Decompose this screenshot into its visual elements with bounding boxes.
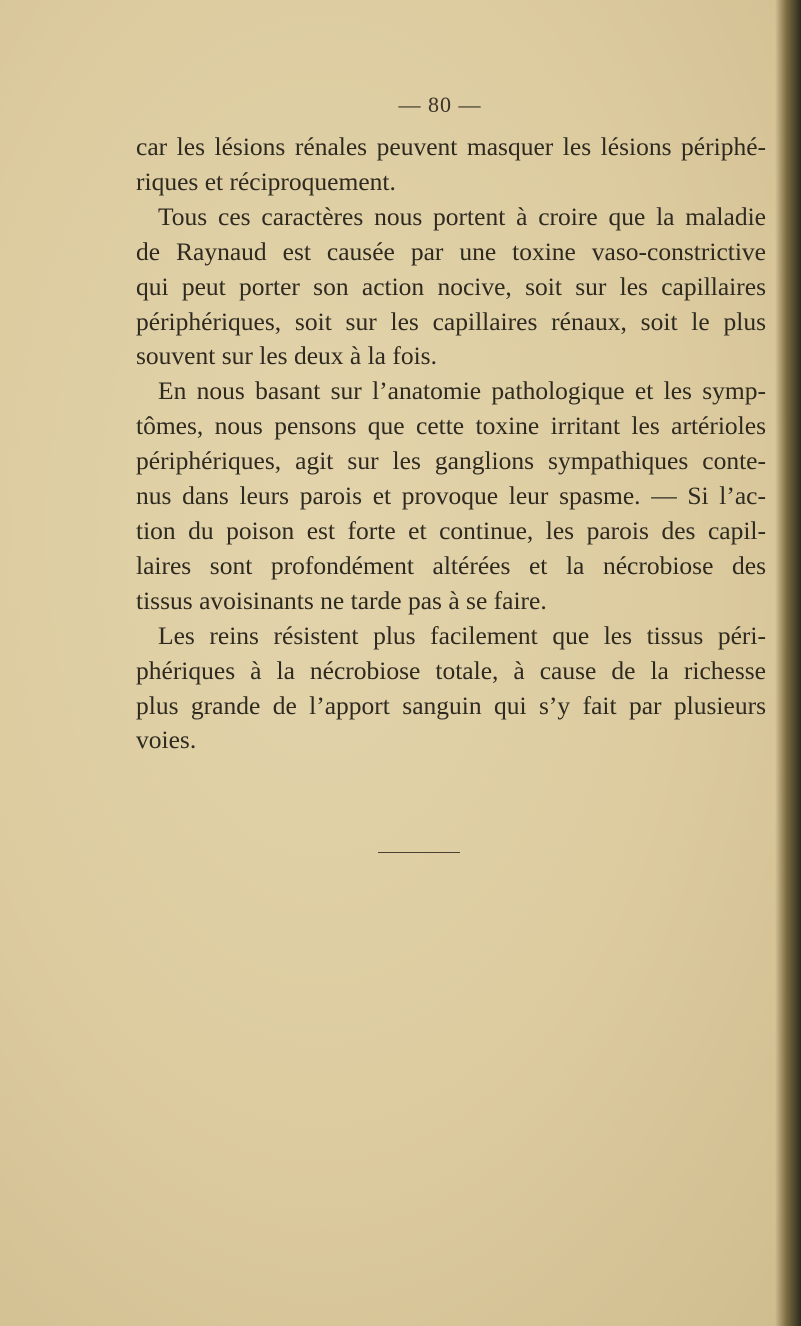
text-line: périphériques, agit sur les ganglions sympathiques conte- <box>136 446 766 476</box>
text-line: souvent sur les deux à la fois. <box>136 341 437 371</box>
page-number: — 80 — <box>398 92 482 117</box>
text-line: car les lésions rénales peuvent masquer les lésions périphé- <box>136 132 766 161</box>
text-line: riques et réciproquement. <box>136 166 396 196</box>
text-line: tion du poison est forte et continue, les parois des capil- <box>136 515 766 545</box>
text-line: qui peut porter son action nocive, soit sur les capillaires <box>136 271 766 301</box>
text-line: En nous basant sur l’anatomie pathologique et les symp- <box>158 376 766 406</box>
body-text <box>136 130 766 758</box>
text-line: Tous ces caractères nous portent à croire que la maladie <box>158 201 766 231</box>
text-line: laires sont profondément altérées et la nécrobiose des <box>136 550 766 580</box>
text-line: tissus avoisinants ne tarde pas à se faire. <box>136 585 547 615</box>
page-edge-shadow <box>775 0 801 1326</box>
text-line: plus grande de l’apport sanguin qui s’y fait par plusieurs <box>136 690 766 720</box>
text-line: de Raynaud est causée par une toxine vaso-constrictive <box>136 236 766 266</box>
end-rule <box>378 852 460 853</box>
text-line: tômes, nous pensons que cette toxine irritant les artérioles <box>136 411 766 441</box>
text-line: voies. <box>136 725 197 755</box>
text-line: phériques à la nécrobiose totale, à cause de la richesse <box>136 655 766 685</box>
text-line: nus dans leurs parois et provoque leur spasme. — Si l’ac- <box>136 481 766 511</box>
text-line: Les reins résistent plus facilement que les tissus péri- <box>158 620 766 650</box>
text-line: périphériques, soit sur les capillaires rénaux, soit le plus <box>136 306 766 336</box>
